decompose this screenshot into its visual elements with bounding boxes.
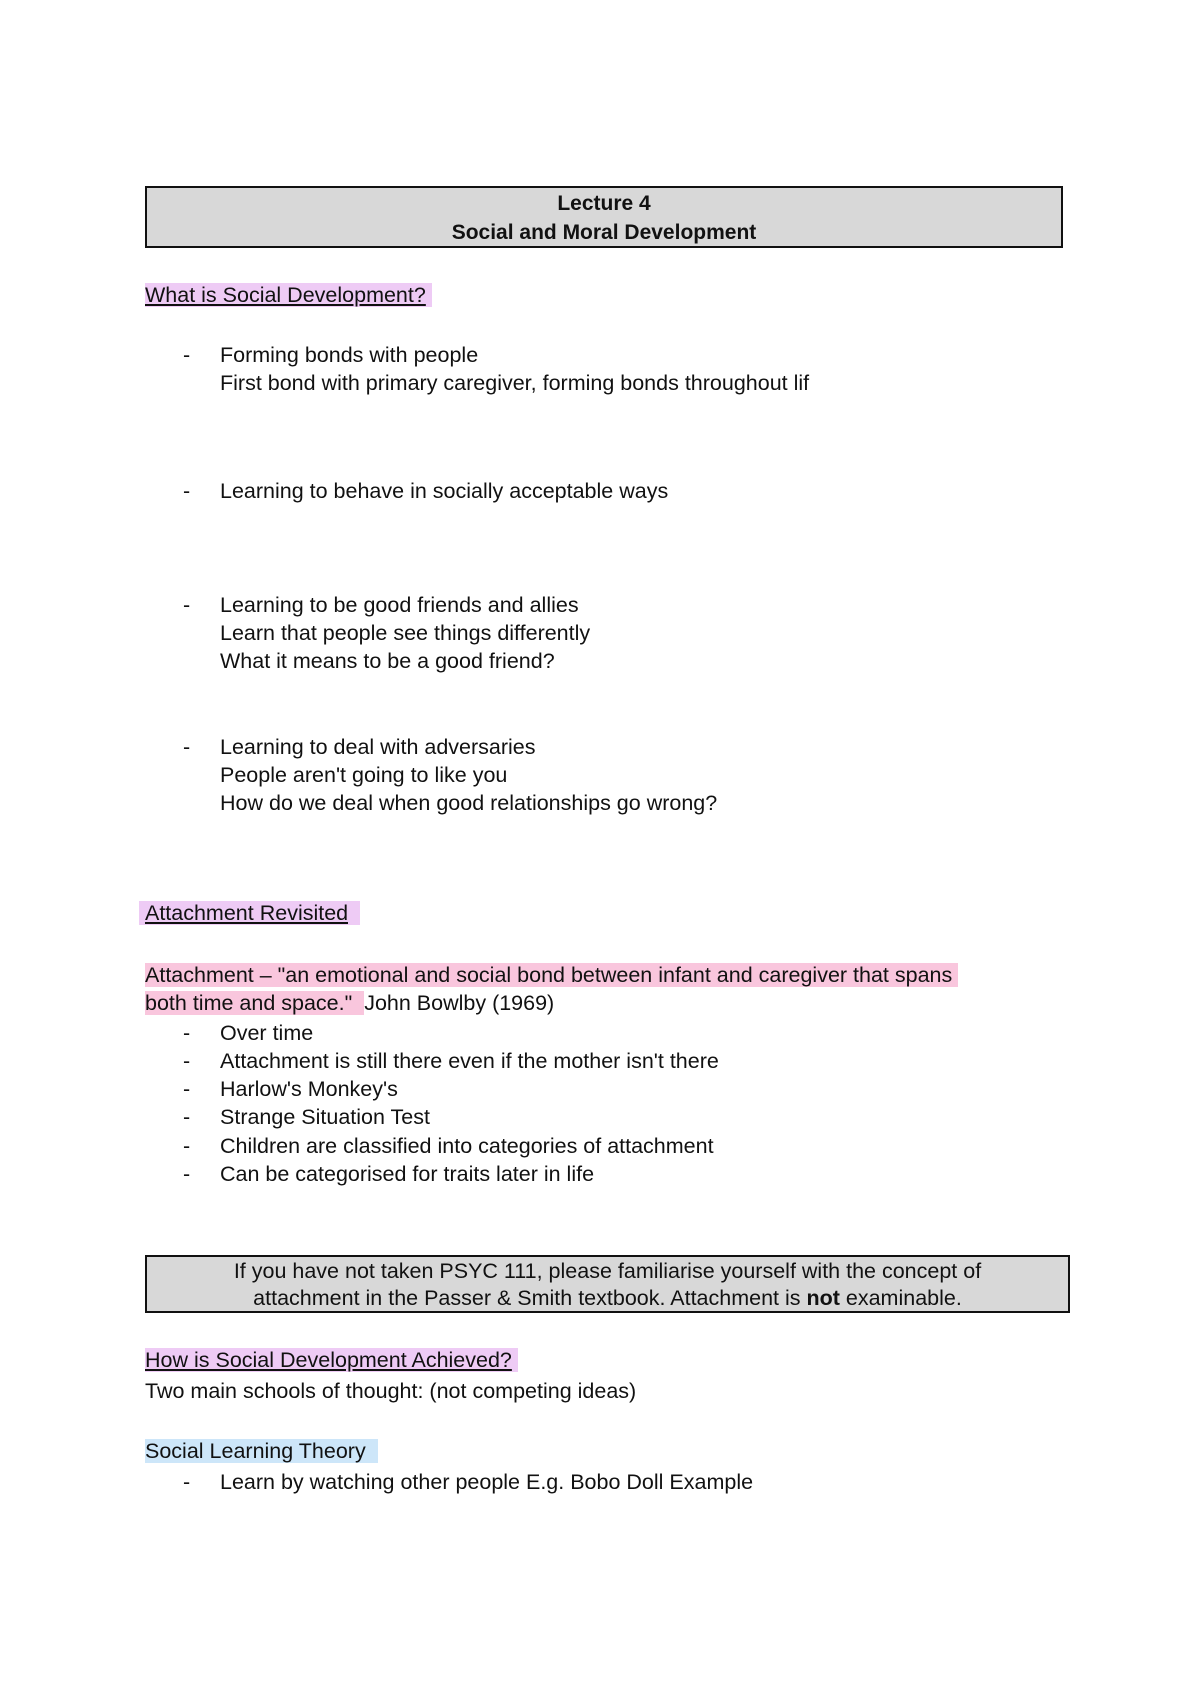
note-line-2: attachment in the Passer & Smith textbook. Attachment is not examinable.: [253, 1286, 962, 1310]
list-item: Can be categorised for traits later in life: [220, 1162, 595, 1186]
attachment-definition-cont: both time and space." John Bowlby (1969): [145, 991, 555, 1015]
lecture-title: Social and Moral Development: [451, 221, 757, 244]
achieved-text: Two main schools of thought: (not competing ideas): [145, 1379, 637, 1403]
list-item: Learn by watching other people E.g. Bobo Doll Example: [220, 1470, 754, 1494]
list-item: Over time: [220, 1021, 314, 1045]
attachment-definition: Attachment – "an emotional and social bond between infant and caregiver that spans: [145, 961, 958, 989]
note-line-1: If you have not taken PSYC 111, please familiarise yourself with the concept of: [233, 1259, 982, 1283]
list-item: Children are classified into categories of attachment: [220, 1134, 714, 1158]
social-development-heading: What is Social Development?: [145, 281, 432, 309]
slt-heading: Social Learning Theory: [145, 1437, 378, 1465]
achieved-heading: How is Social Development Achieved?: [145, 1346, 518, 1374]
lecture-number: Lecture 4: [557, 192, 651, 215]
attachment-heading: Attachment Revisited: [139, 899, 360, 927]
list-item: Harlow's Monkey's: [220, 1077, 398, 1101]
list-item: Attachment is still there even if the mother isn't there: [220, 1049, 719, 1073]
psyc-note-box: [145, 1255, 1070, 1313]
lecture-title-box: [145, 186, 1063, 248]
list-item: Strange Situation Test: [220, 1105, 430, 1129]
